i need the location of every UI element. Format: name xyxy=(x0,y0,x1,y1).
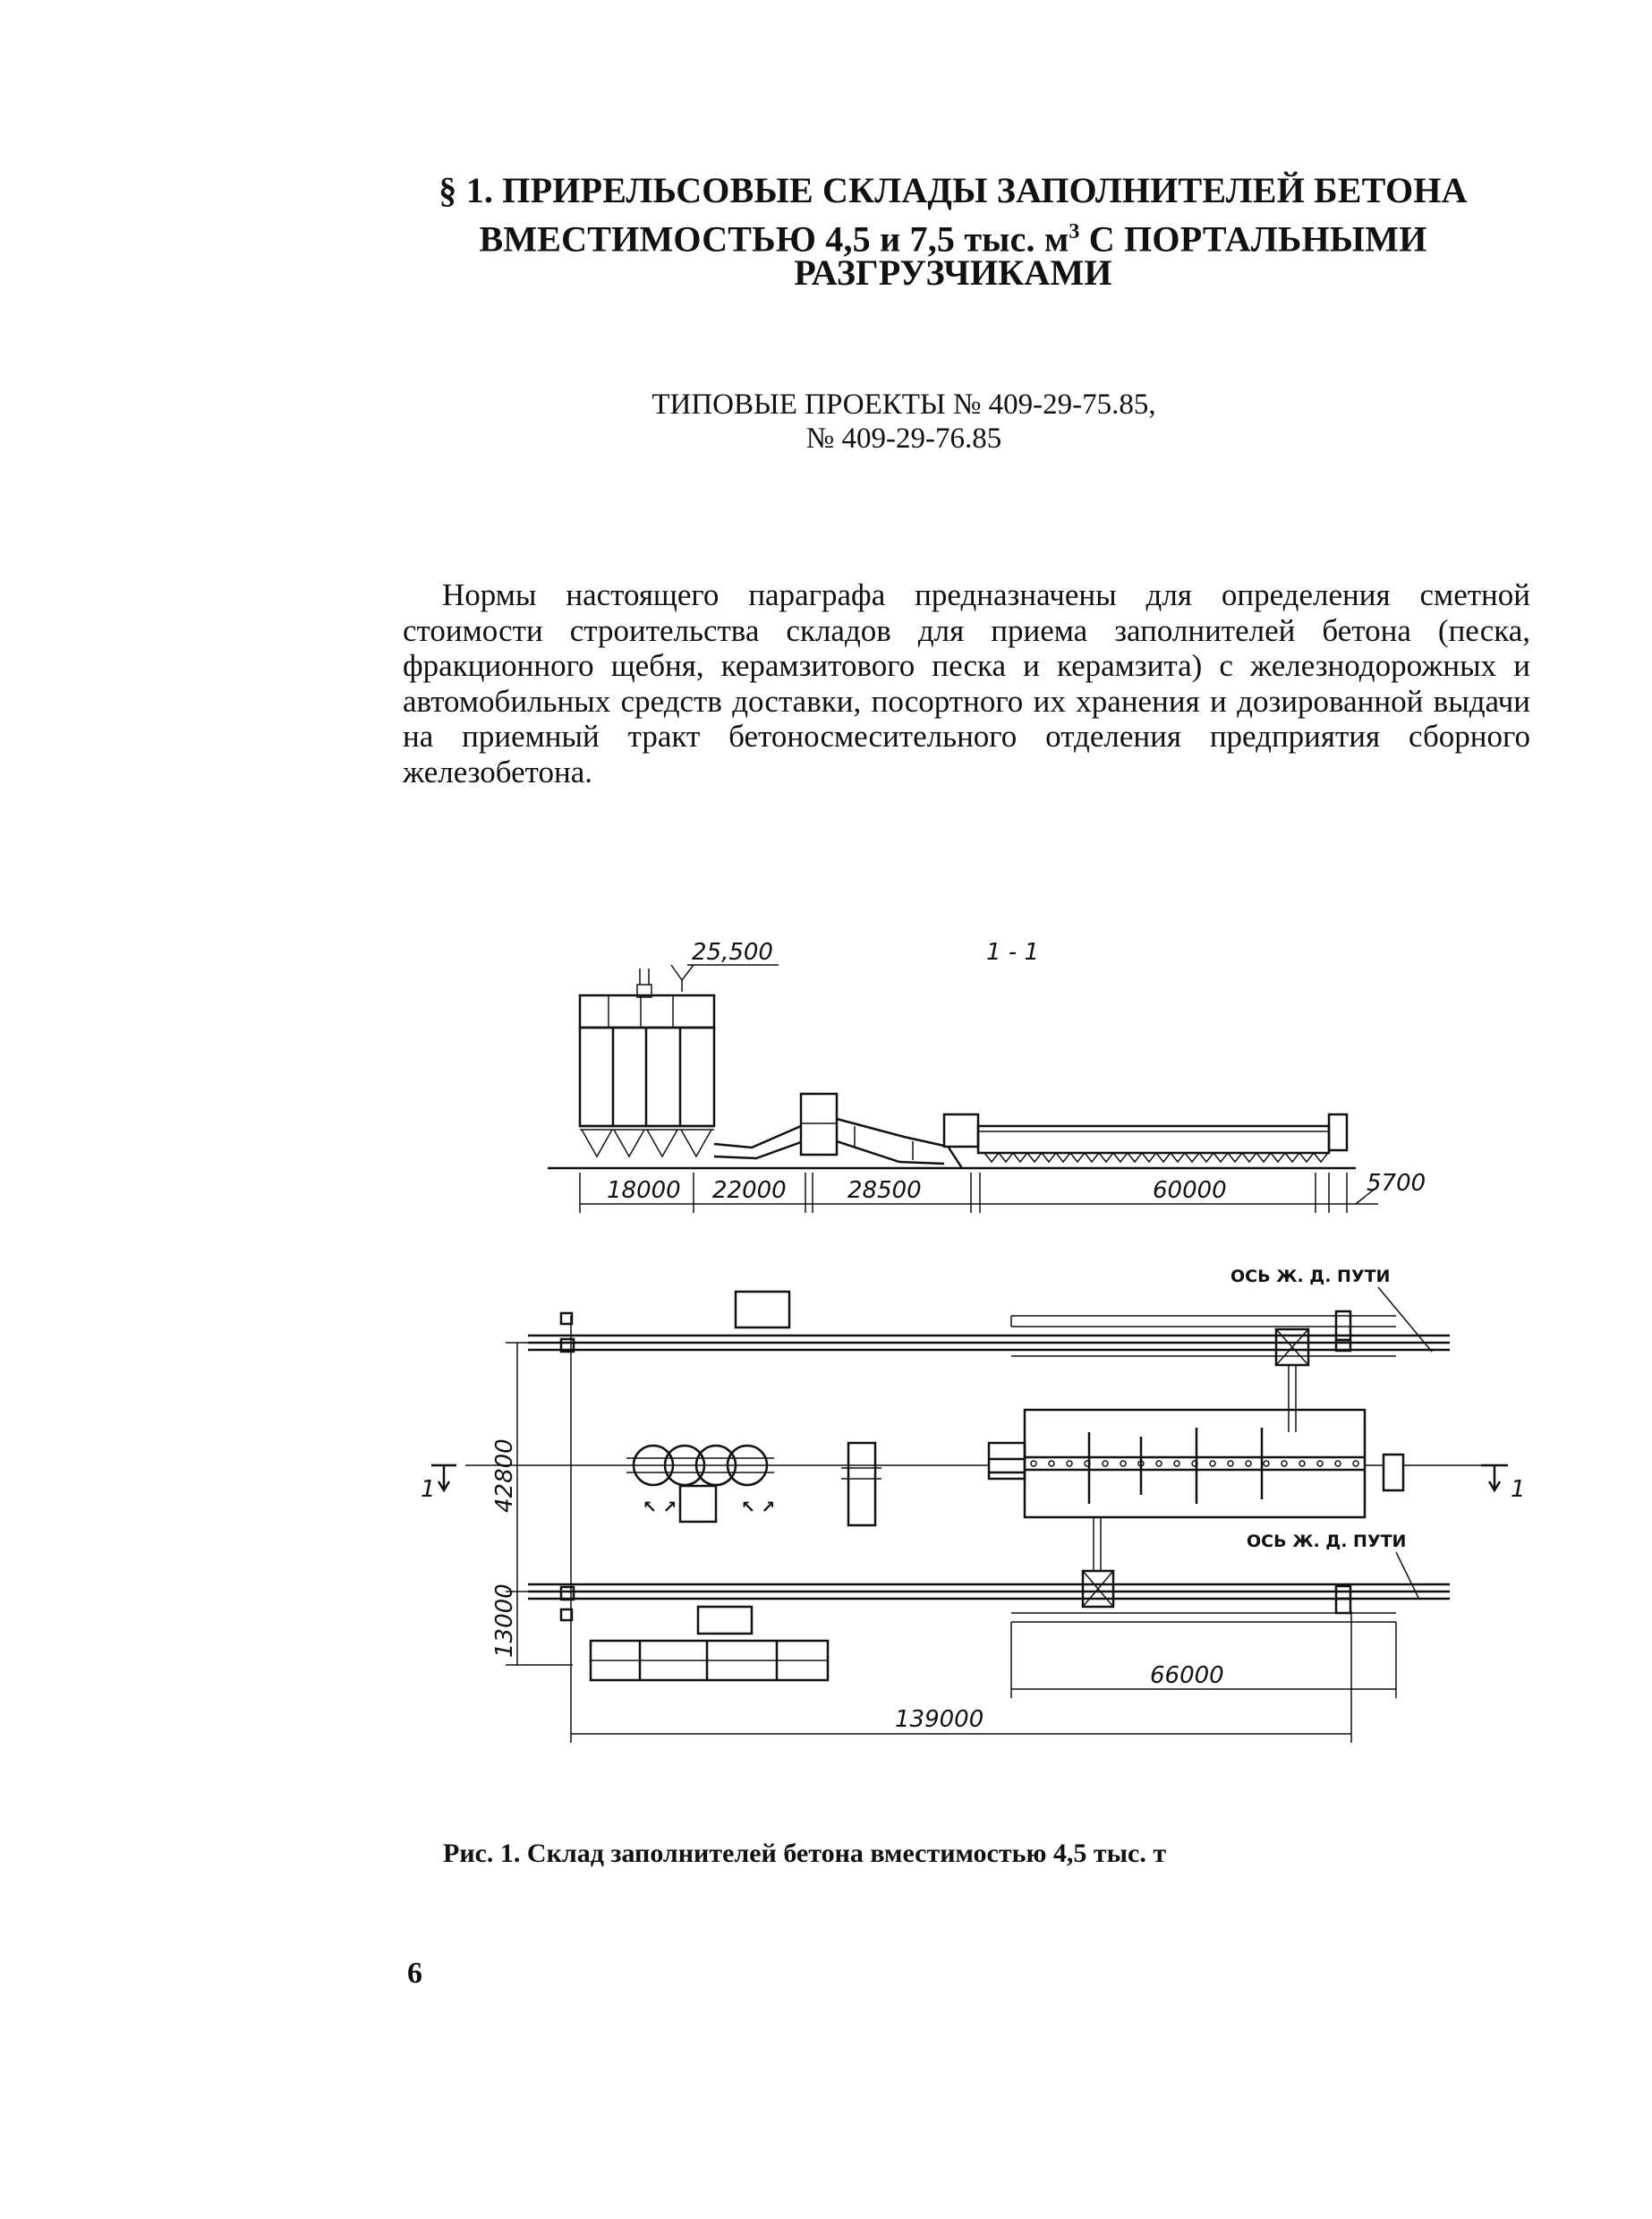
figure-caption: Рис. 1. Склад заполнителей бетона вместимостью 4,5 тыс. т xyxy=(443,1839,1167,1868)
heading-line-3: РАЗГРУЗЧИКАМИ xyxy=(794,252,1112,293)
heading-superscript: 3 xyxy=(1069,220,1080,243)
section-marker-right xyxy=(1481,1465,1526,1503)
plan-dim-width-main: 42800 xyxy=(491,1438,518,1513)
heading-line-2-text: ВМЕСТИМОСТЬЮ 4,5 и 7,5 тыс. м xyxy=(479,218,1069,260)
rail-axis-label-top: ОСЬ Ж. Д. ПУТИ xyxy=(1230,1267,1391,1286)
elevation-mark: 25,500 xyxy=(692,939,773,966)
plan-dim-width-lower: 13000 xyxy=(491,1583,518,1658)
project-numbers-line-2: № 409-29-76.85 xyxy=(805,422,1002,455)
silo-markers-left: ↖ ↗ xyxy=(643,1498,677,1517)
heading-line-2-tail: С ПОРТАЛЬНЫМИ xyxy=(1079,218,1427,260)
section-dim-1: 18000 xyxy=(607,1177,681,1204)
project-numbers-line-1: ТИПОВЫЕ ПРОЕКТЫ № 409-29-75.85, xyxy=(651,388,1156,421)
page-number: 6 xyxy=(407,1957,422,1990)
gallery-hoppers xyxy=(984,1153,1328,1162)
plan-dim-length-total: 139000 xyxy=(895,1706,984,1733)
section-dim-2: 22000 xyxy=(712,1177,787,1204)
storage-dots xyxy=(1031,1461,1358,1466)
section-label: 1 - 1 xyxy=(986,939,1039,966)
section-view xyxy=(548,939,1426,1213)
body-paragraph: Нормы настоящего параграфа предназначены для определения сметной стоимости строительства складов для приема заполнителей бетона (песка, фракционного щебня, керамзитового песка и керамзита) с железнодорожных и автомобильных средств доставки, посортного их хранения и дозированной выдачи на приемный тракт бетоносмесительного отделения предприятия сборного железобетона. xyxy=(403,577,1530,789)
heading-line-1: § 1. ПРИРЕЛЬСОВЫЕ СКЛАДЫ ЗАПОЛНИТЕЛЕЙ БЕТОНА xyxy=(439,170,1468,210)
section-dim-4: 60000 xyxy=(1153,1177,1227,1204)
section-mark-left-label: 1 xyxy=(421,1476,436,1503)
plan-dim-length-storage: 66000 xyxy=(1150,1662,1224,1689)
plan-view xyxy=(421,1267,1526,1743)
section-dim-3: 28500 xyxy=(847,1177,922,1204)
section-mark-right-label: 1 xyxy=(1511,1476,1526,1503)
section-dim-5: 5700 xyxy=(1367,1170,1426,1197)
silo-markers-right: ↖ ↗ xyxy=(741,1498,776,1517)
rail-axis-label-bottom: ОСЬ Ж. Д. ПУТИ xyxy=(1247,1532,1407,1551)
section-marker-left xyxy=(421,1465,456,1503)
